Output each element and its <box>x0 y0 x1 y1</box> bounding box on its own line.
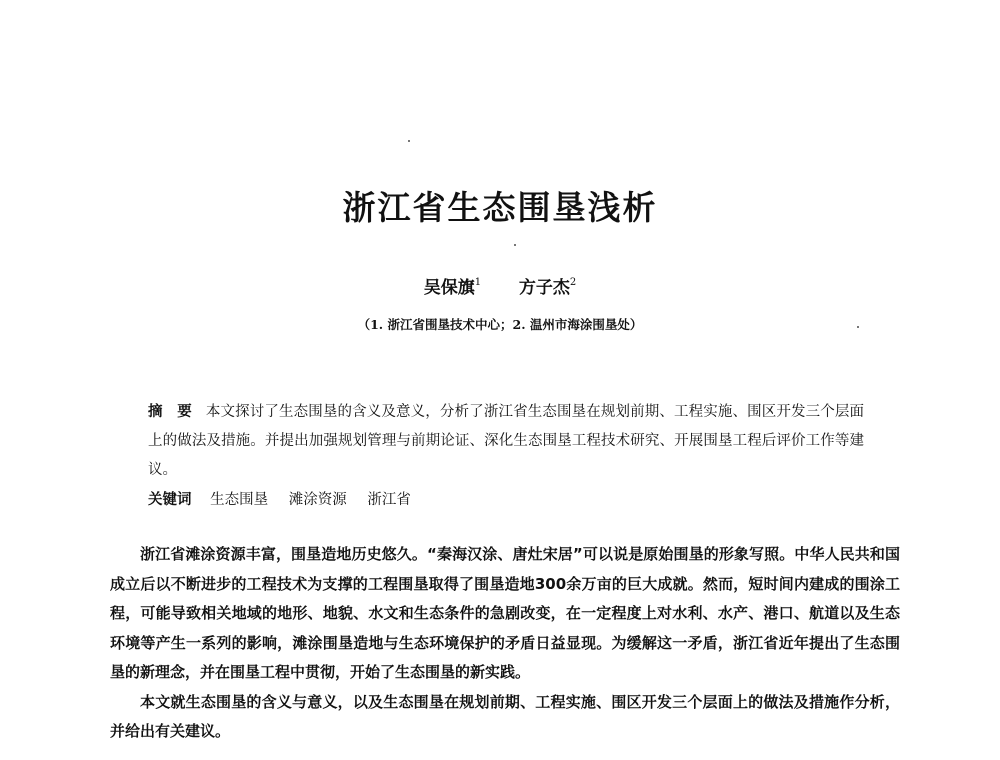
body-text <box>110 540 900 747</box>
author-affil-mark: 2 <box>569 277 577 288</box>
author-name: 吴保旗 <box>423 278 475 298</box>
author-name: 方子杰 <box>518 278 570 298</box>
author-affil-mark: 1 <box>474 277 482 288</box>
abstract-label: 摘 要 <box>148 404 192 420</box>
keywords-label: 关键词 <box>148 492 192 508</box>
paper-title: 浙江省生态围垦浅析 <box>342 188 658 227</box>
affiliation: （1. 浙江省围垦技术中心；2. 温州市海涂围垦处） <box>357 317 643 332</box>
abstract-text: 本文探讨了生态围垦的含义及意义，分析了浙江省生态围垦在规划前期、工程实施、围区开发三个层面上的做法及措施。并提出加强规划管理与前期论证、深化生态围垦工程技术研究、开展围垦工程后评价工作等建议。 <box>148 404 865 478</box>
keywords <box>148 486 864 515</box>
keyword: 滩涂资源 <box>288 492 347 508</box>
keyword: 浙江省 <box>367 492 411 508</box>
abstract <box>148 398 864 485</box>
keyword: 生态围垦 <box>210 492 269 508</box>
body-paragraph: 浙江省滩涂资源丰富，围垦造地历史悠久。“秦海汉涂、唐灶宋居”可以说是原始围垦的形象写照。中华人民共和国成立后以不断进步的工程技术为支撑的工程围垦取得了围垦造地300余万亩的巨大成就。然而，短时间内建成的围涂工程，可能导致相关地域的地形、地貌、水文和生态条件的急剧改变，在一定程度上对水利、水产、港口、航道以及生态环境等产生一系列的影响，滩涂围垦造地与生态环境保护的矛盾日益显现。为缓解这一矛盾，浙江省近年提出了生态围垦的新理念，并在围垦工程中贯彻，开始了生态围垦的新实践。 <box>110 545 900 681</box>
author-line <box>0 270 1000 301</box>
body-paragraph: 本文就生态围垦的含义与意义，以及生态围垦在规划前期、工程实施、围区开发三个层面上的做法及措施作分析，并给出有关建议。 <box>110 692 900 740</box>
